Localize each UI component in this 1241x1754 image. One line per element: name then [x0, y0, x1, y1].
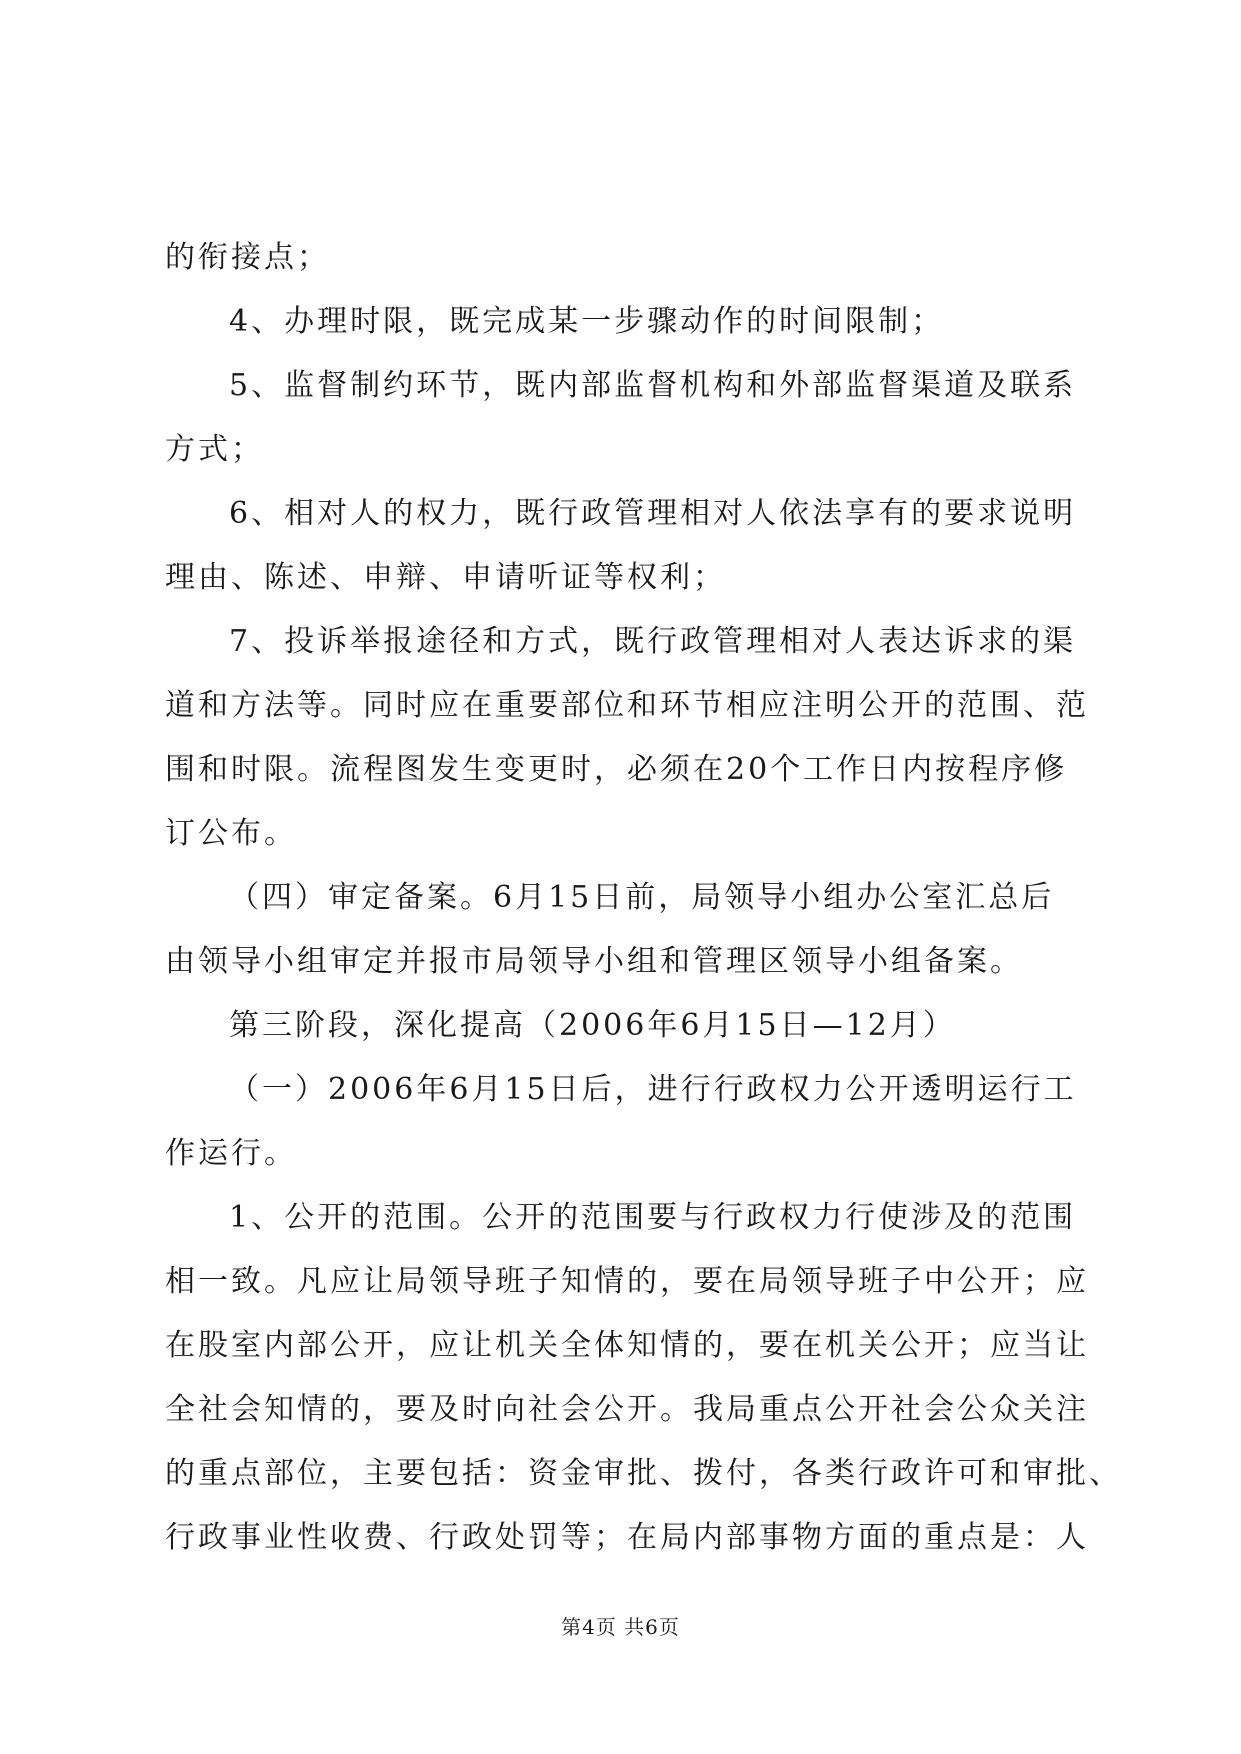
- text-line: 围和时限。流程图发生变更时，必须在20个工作日内按程序修: [165, 752, 1068, 787]
- text-line: 6、相对人的权力，既行政管理相对人依法享有的要求说明: [229, 496, 1077, 531]
- text-line: 行政事业性收费、行政处罚等；在局内部事物方面的重点是：人: [165, 1520, 1089, 1555]
- text-line: 订公布。: [165, 816, 297, 851]
- document-body: [165, 226, 1122, 1570]
- text-line: 相一致。凡应让局领导班子知情的，要在局领导班子中公开；应: [165, 1264, 1089, 1299]
- text-line: 1、公开的范围。公开的范围要与行政权力行使涉及的范围: [229, 1200, 1077, 1235]
- text-line: 道和方法等。同时应在重要部位和环节相应注明公开的范围、范: [165, 688, 1089, 723]
- text-line: （四）审定备案。6月15日前，局领导小组办公室汇总后: [229, 880, 1055, 915]
- text-line: 的衔接点；: [165, 240, 330, 275]
- section-heading: 第三阶段，深化提高（2006年6月15日—12月）: [229, 1008, 956, 1043]
- text-line: 5、监督制约环节，既内部监督机构和外部监督渠道及联系: [229, 368, 1077, 403]
- text-line: （一）2006年6月15日后，进行行政权力公开透明运行工: [229, 1072, 1077, 1107]
- text-line: 方式；: [165, 432, 264, 467]
- text-line: 的重点部位，主要包括：资金审批、拨付，各类行政许可和审批、: [165, 1456, 1122, 1491]
- text-line: 4、办理时限，既完成某一步骤动作的时间限制；: [229, 304, 945, 339]
- text-line: 由领导小组审定并报市局领导小组和管理区领导小组备案。: [165, 944, 1023, 979]
- text-line: 理由、陈述、申辩、申请听证等权利；: [165, 560, 726, 595]
- page-footer: [0, 1612, 1241, 1642]
- text-line: 7、投诉举报途径和方式，既行政管理相对人表达诉求的渠: [229, 624, 1077, 659]
- text-line: 在股室内部公开，应让机关全体知情的，要在机关公开；应当让: [165, 1328, 1089, 1363]
- page-number-indicator: 第4页 共6页: [561, 1615, 680, 1639]
- text-line: 全社会知情的，要及时向社会公开。我局重点公开社会公众关注: [165, 1392, 1089, 1427]
- text-line: 作运行。: [165, 1136, 297, 1171]
